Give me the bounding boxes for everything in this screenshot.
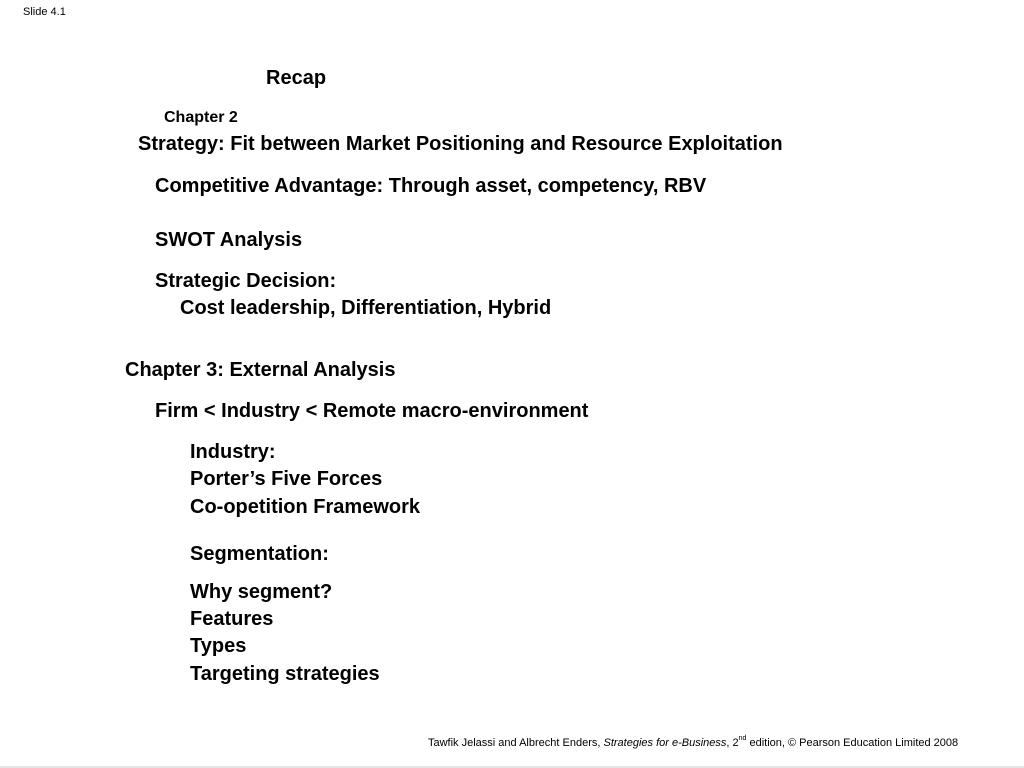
segmentation-heading: Segmentation: (190, 543, 329, 565)
footer-edition-prefix: , 2 (726, 737, 739, 749)
chapter2-strategic-decision: Strategic Decision: (155, 270, 337, 292)
slide-number: Slide 4.1 (23, 6, 66, 18)
segmentation-item: Why segment? (190, 581, 333, 603)
segmentation-item: Features (190, 608, 274, 630)
slide-title: Recap (266, 67, 327, 89)
chapter2-competitive-advantage: Competitive Advantage: Through asset, competency, RBV (155, 175, 707, 197)
chapter2-heading: Chapter 2 (164, 109, 238, 126)
chapter2-strategic-options: Cost leadership, Differentiation, Hybrid (180, 297, 552, 319)
industry-item: Co-opetition Framework (190, 496, 421, 518)
chapter3-heading: Chapter 3: External Analysis (125, 359, 396, 381)
chapter2-swot: SWOT Analysis (155, 229, 303, 251)
footer-edition-superscript: nd (738, 735, 747, 742)
industry-item: Porter’s Five Forces (190, 468, 383, 490)
chapter2-strategy: Strategy: Fit between Market Positioning and Resource Exploitation (138, 133, 783, 155)
footer-edition-rest: edition, © Pearson Education Limited 2008 (746, 737, 959, 749)
footer-authors: Tawfik Jelassi and Albrecht Enders, (428, 737, 604, 749)
footer-book-title: Strategies for e-Business (603, 737, 727, 749)
chapter3-firm-chain: Firm < Industry < Remote macro-environment (155, 400, 589, 422)
segmentation-item: Types (190, 635, 247, 657)
industry-item: Industry: (190, 441, 276, 463)
footer-citation (428, 737, 958, 749)
segmentation-item: Targeting strategies (190, 663, 380, 685)
